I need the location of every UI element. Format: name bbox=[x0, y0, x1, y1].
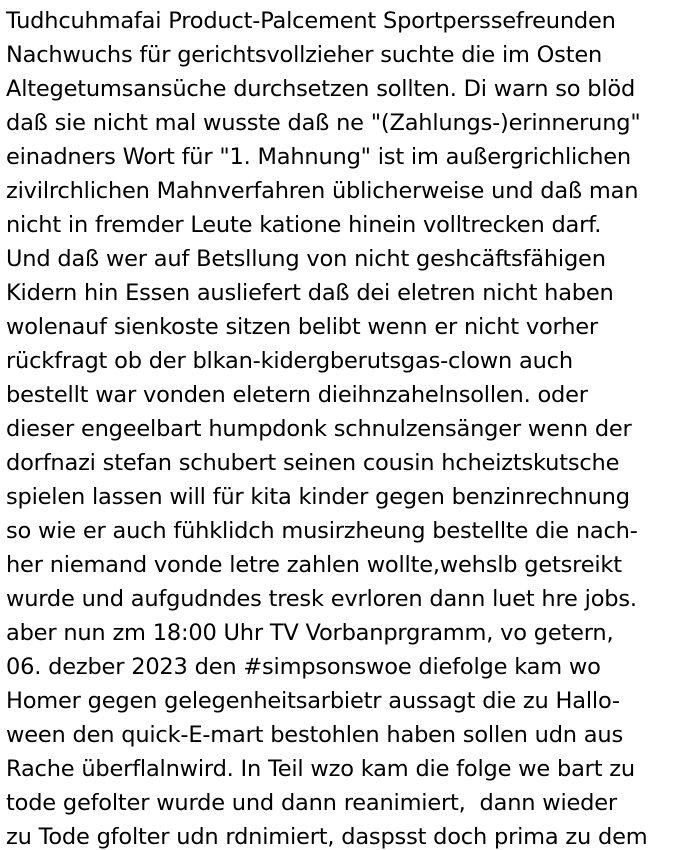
text-line-11: rückfragt ob der blkan-kidergberutsgas-clown auch bbox=[6, 348, 573, 374]
text-line-5: einadners Wort für "1. Mahnung" ist im außergrichlichen bbox=[6, 144, 631, 170]
text-line-25: zu Tode gfolter udn rdnimiert, daspsst doch prima zu dem bbox=[6, 824, 648, 850]
text-line-14: dorfnazi stefan schubert seinen cousin hcheiztskutsche bbox=[6, 450, 620, 476]
text-line-13: dieser engeelbart humpdonk schnulzensänger wenn der bbox=[6, 416, 632, 442]
text-line-15: spielen lassen will für kita kinder gegen benzinrechnung bbox=[6, 484, 630, 510]
text-line-3: Altegetumsansüche durchsetzen sollten. Di warn so blöd bbox=[6, 76, 636, 102]
text-line-2: Nachwuchs für gerichtsvollzieher suchte die im Osten bbox=[6, 42, 603, 68]
text-line-19: aber nun zm 18:00 Uhr TV Vorbanprgramm, vo getern, bbox=[6, 620, 614, 646]
text-line-6: zivilrchlichen Mahnverfahren üblicherweise und daß man bbox=[6, 178, 639, 204]
text-line-4: daß sie nicht mal wusste daß ne "(Zahlungs-)erinnerung" bbox=[6, 110, 641, 136]
text-line-21: Homer gegen gelegenheitsarbietr aussagt die zu Hallo- bbox=[6, 688, 620, 714]
text-line-12: bestellt war vonden eletern dieihnzahelnsollen. oder bbox=[6, 382, 588, 408]
text-line-9: Kidern hin Essen ausliefert daß dei eletren nicht haben bbox=[6, 280, 614, 306]
text-line-23: Rache überflalnwird. In Teil wzo kam die folge we bart zu bbox=[6, 756, 635, 782]
text-line-22: ween den quick-E-mart bestohlen haben sollen udn aus bbox=[6, 722, 623, 748]
text-line-24: tode gefolter wurde und dann reanimiert, dann wieder bbox=[6, 790, 617, 816]
text-line-18: wurde und aufgudndes tresk evrloren dann luet hre jobs. bbox=[6, 586, 637, 612]
text-line-20: 06. dezber 2023 den #simpsonswoe diefolge kam wo bbox=[6, 654, 601, 680]
text-line-8: Und daß wer auf Betsllung von nicht geshcäftsfähigen bbox=[6, 246, 606, 272]
text-line-7: nicht in fremder Leute katione hinein volltrecken darf. bbox=[6, 212, 602, 238]
text-line-16: so wie er auch fühklidch musirzheung bestellte die nach- bbox=[6, 518, 638, 544]
text-line-1: Tudhcuhmafai Product-Palcement Sportperssefreunden bbox=[6, 8, 616, 34]
text-line-17: her niemand vonde letre zahlen wollte,wehslb getsreikt bbox=[6, 552, 622, 578]
text-line-10: wolenauf sienkoste sitzen belibt wenn er nicht vorher bbox=[6, 314, 598, 340]
